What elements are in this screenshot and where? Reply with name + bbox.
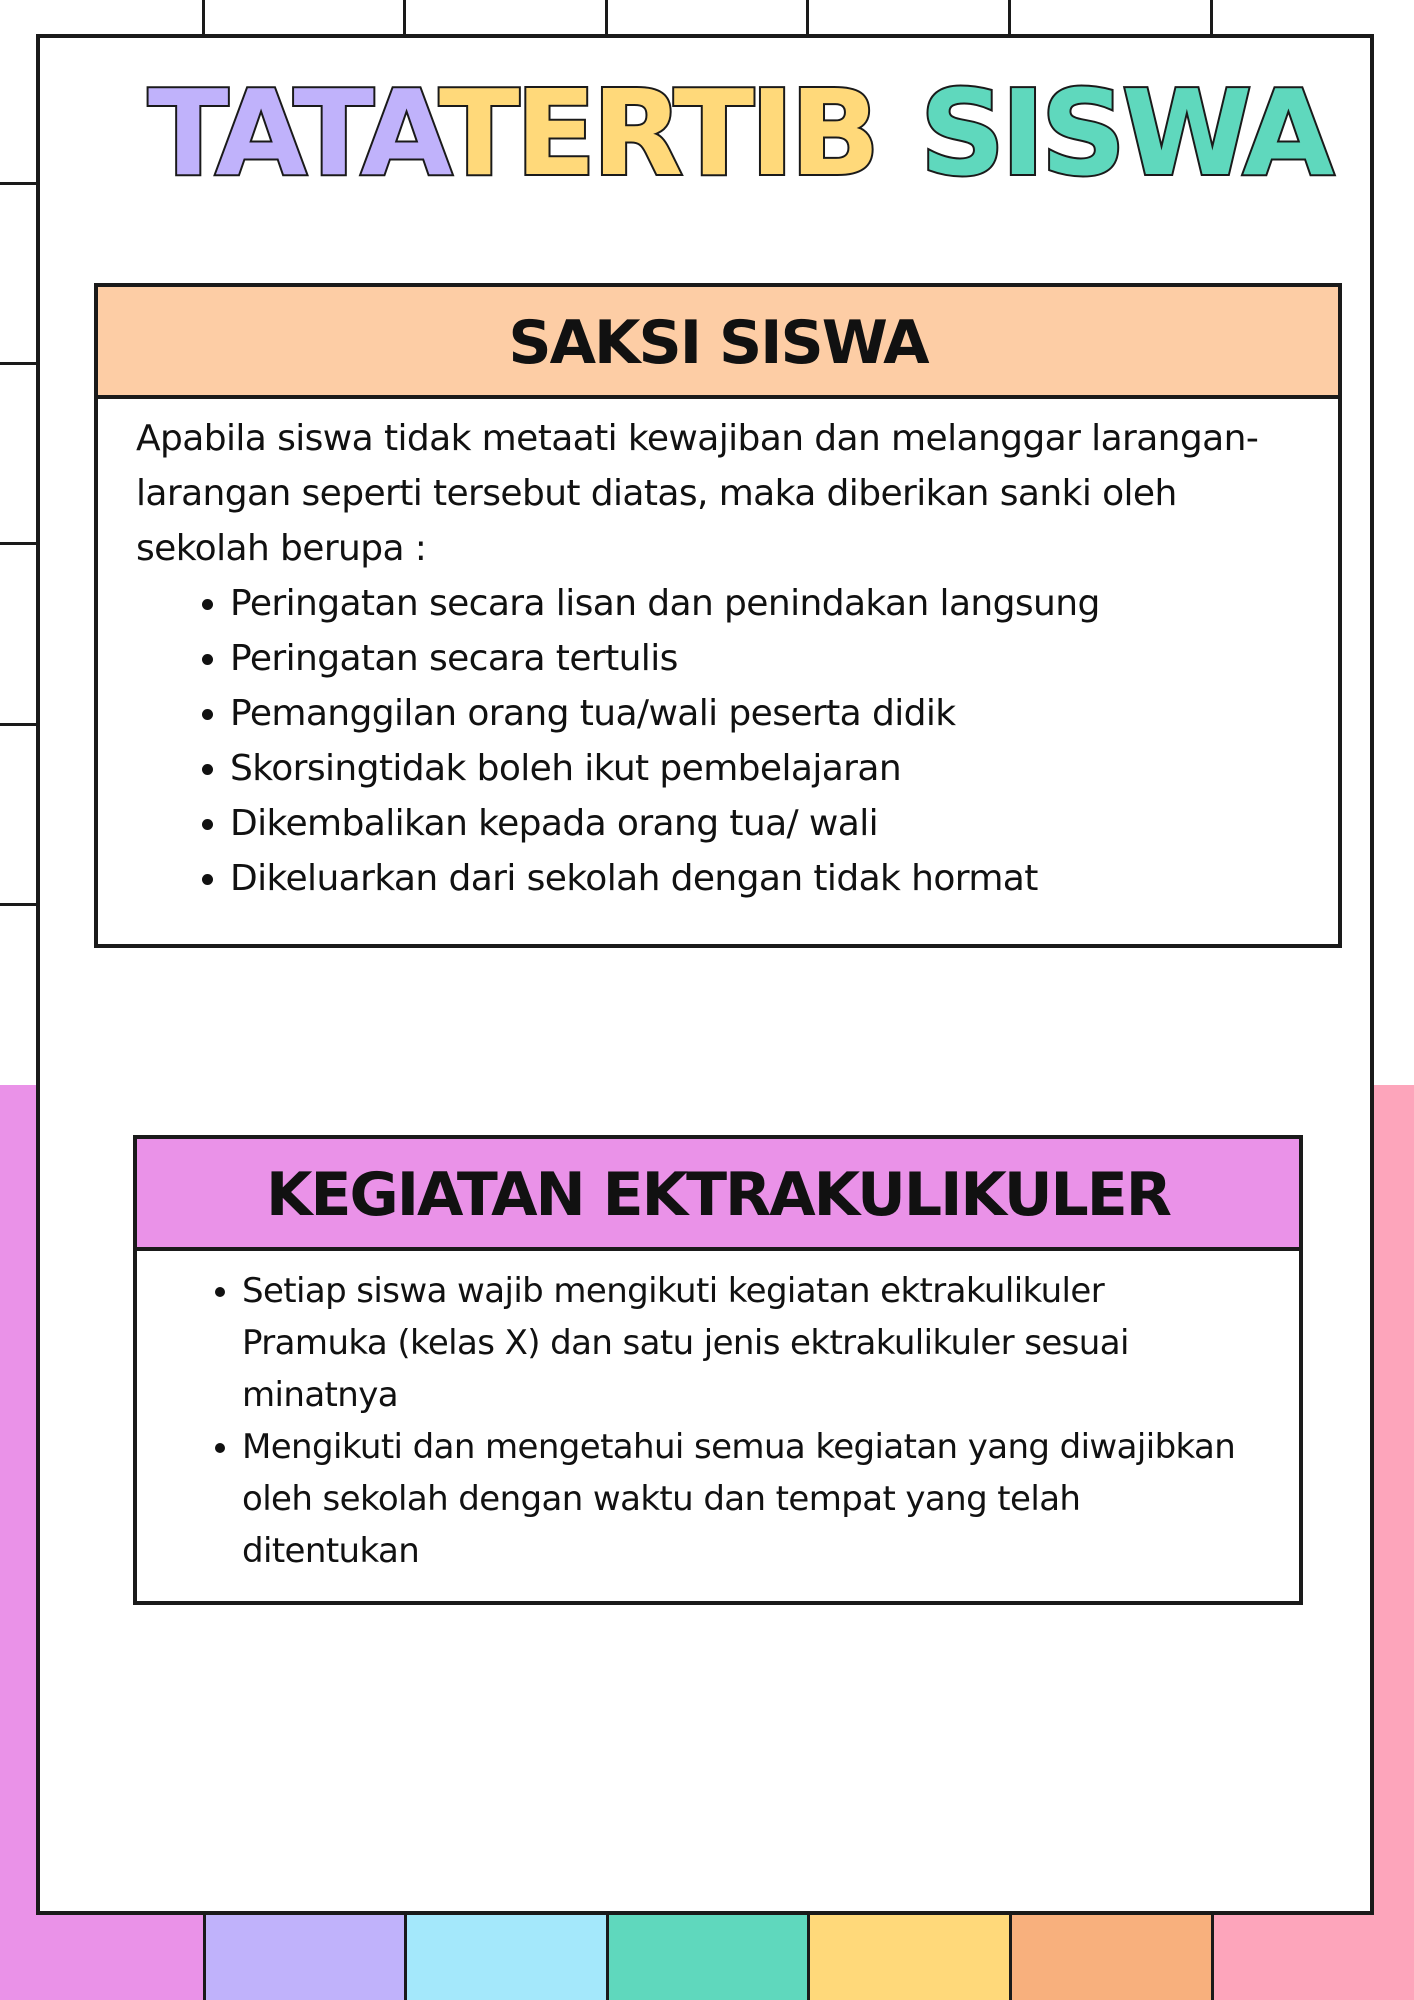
- list-item: • Peringatan secara tertulis: [230, 631, 1300, 686]
- grid-line: [1008, 0, 1011, 36]
- ekstrakulikuler-box: [133, 1135, 1303, 1605]
- color-cell: [1009, 1913, 1211, 2000]
- grid-line: [0, 723, 40, 726]
- grid-line: [0, 903, 40, 906]
- color-cell: [203, 1913, 404, 2000]
- grid-line: [605, 0, 608, 36]
- color-cell: [807, 1913, 1009, 2000]
- list-item: • Dikeluarkan dari sekolah dengan tidak hormat: [230, 851, 1300, 906]
- grid-line: [0, 542, 40, 545]
- grid-line: [1210, 0, 1213, 36]
- sanksi-body: [98, 399, 1338, 906]
- list-item: • Peringatan secara lisan dan penindakan langsung: [230, 576, 1300, 631]
- page-title: [148, 58, 1348, 208]
- ekstrakulikuler-list: [137, 1265, 1259, 1577]
- grid-line: [0, 362, 40, 365]
- list-item: • Skorsingtidak boleh ikut pembelajaran: [230, 741, 1300, 796]
- title-word-tertib: TERTIB: [438, 64, 876, 202]
- ekstrakulikuler-heading: KEGIATAN EKTRAKULIKULER: [137, 1139, 1299, 1251]
- sanksi-heading: SAKSI SISWA: [98, 287, 1338, 399]
- grid-line: [806, 0, 809, 36]
- grid-line: [202, 0, 205, 36]
- title-word-siswa: SISWA: [919, 64, 1331, 202]
- ekstrakulikuler-body: [137, 1251, 1299, 1577]
- list-item: • Setiap siswa wajib mengikuti kegiatan ektrakulikuler Pramuka (kelas X) dan satu jenis ektrakulikuler sesuai minatnya: [242, 1265, 1259, 1421]
- color-cell: [404, 1913, 606, 2000]
- color-cell: [0, 1913, 203, 2000]
- color-cell: [606, 1913, 807, 2000]
- list-item: • Pemanggilan orang tua/wali peserta didik: [230, 686, 1300, 741]
- sanksi-intro: Apabila siswa tidak metaati kewajiban dan melanggar larangan-larangan seperti tersebut diatas, maka diberikan sanki oleh sekolah berupa :: [136, 418, 1259, 569]
- list-item: • Mengikuti dan mengetahui semua kegiatan yang diwajibkan oleh sekolah dengan waktu dan tempat yang telah ditentukan: [242, 1421, 1259, 1577]
- color-cell: [1211, 1913, 1414, 2000]
- right-color-band: [1374, 1085, 1414, 2000]
- left-color-band: [0, 1085, 38, 2000]
- sanksi-list: [136, 576, 1300, 906]
- title-word-tata: TATA: [148, 64, 439, 202]
- grid-line: [0, 182, 40, 185]
- grid-line: [403, 0, 406, 36]
- list-item: • Dikembalikan kepada orang tua/ wali: [230, 796, 1300, 851]
- sanksi-box: [94, 283, 1342, 948]
- bottom-color-strip: [0, 1913, 1414, 2000]
